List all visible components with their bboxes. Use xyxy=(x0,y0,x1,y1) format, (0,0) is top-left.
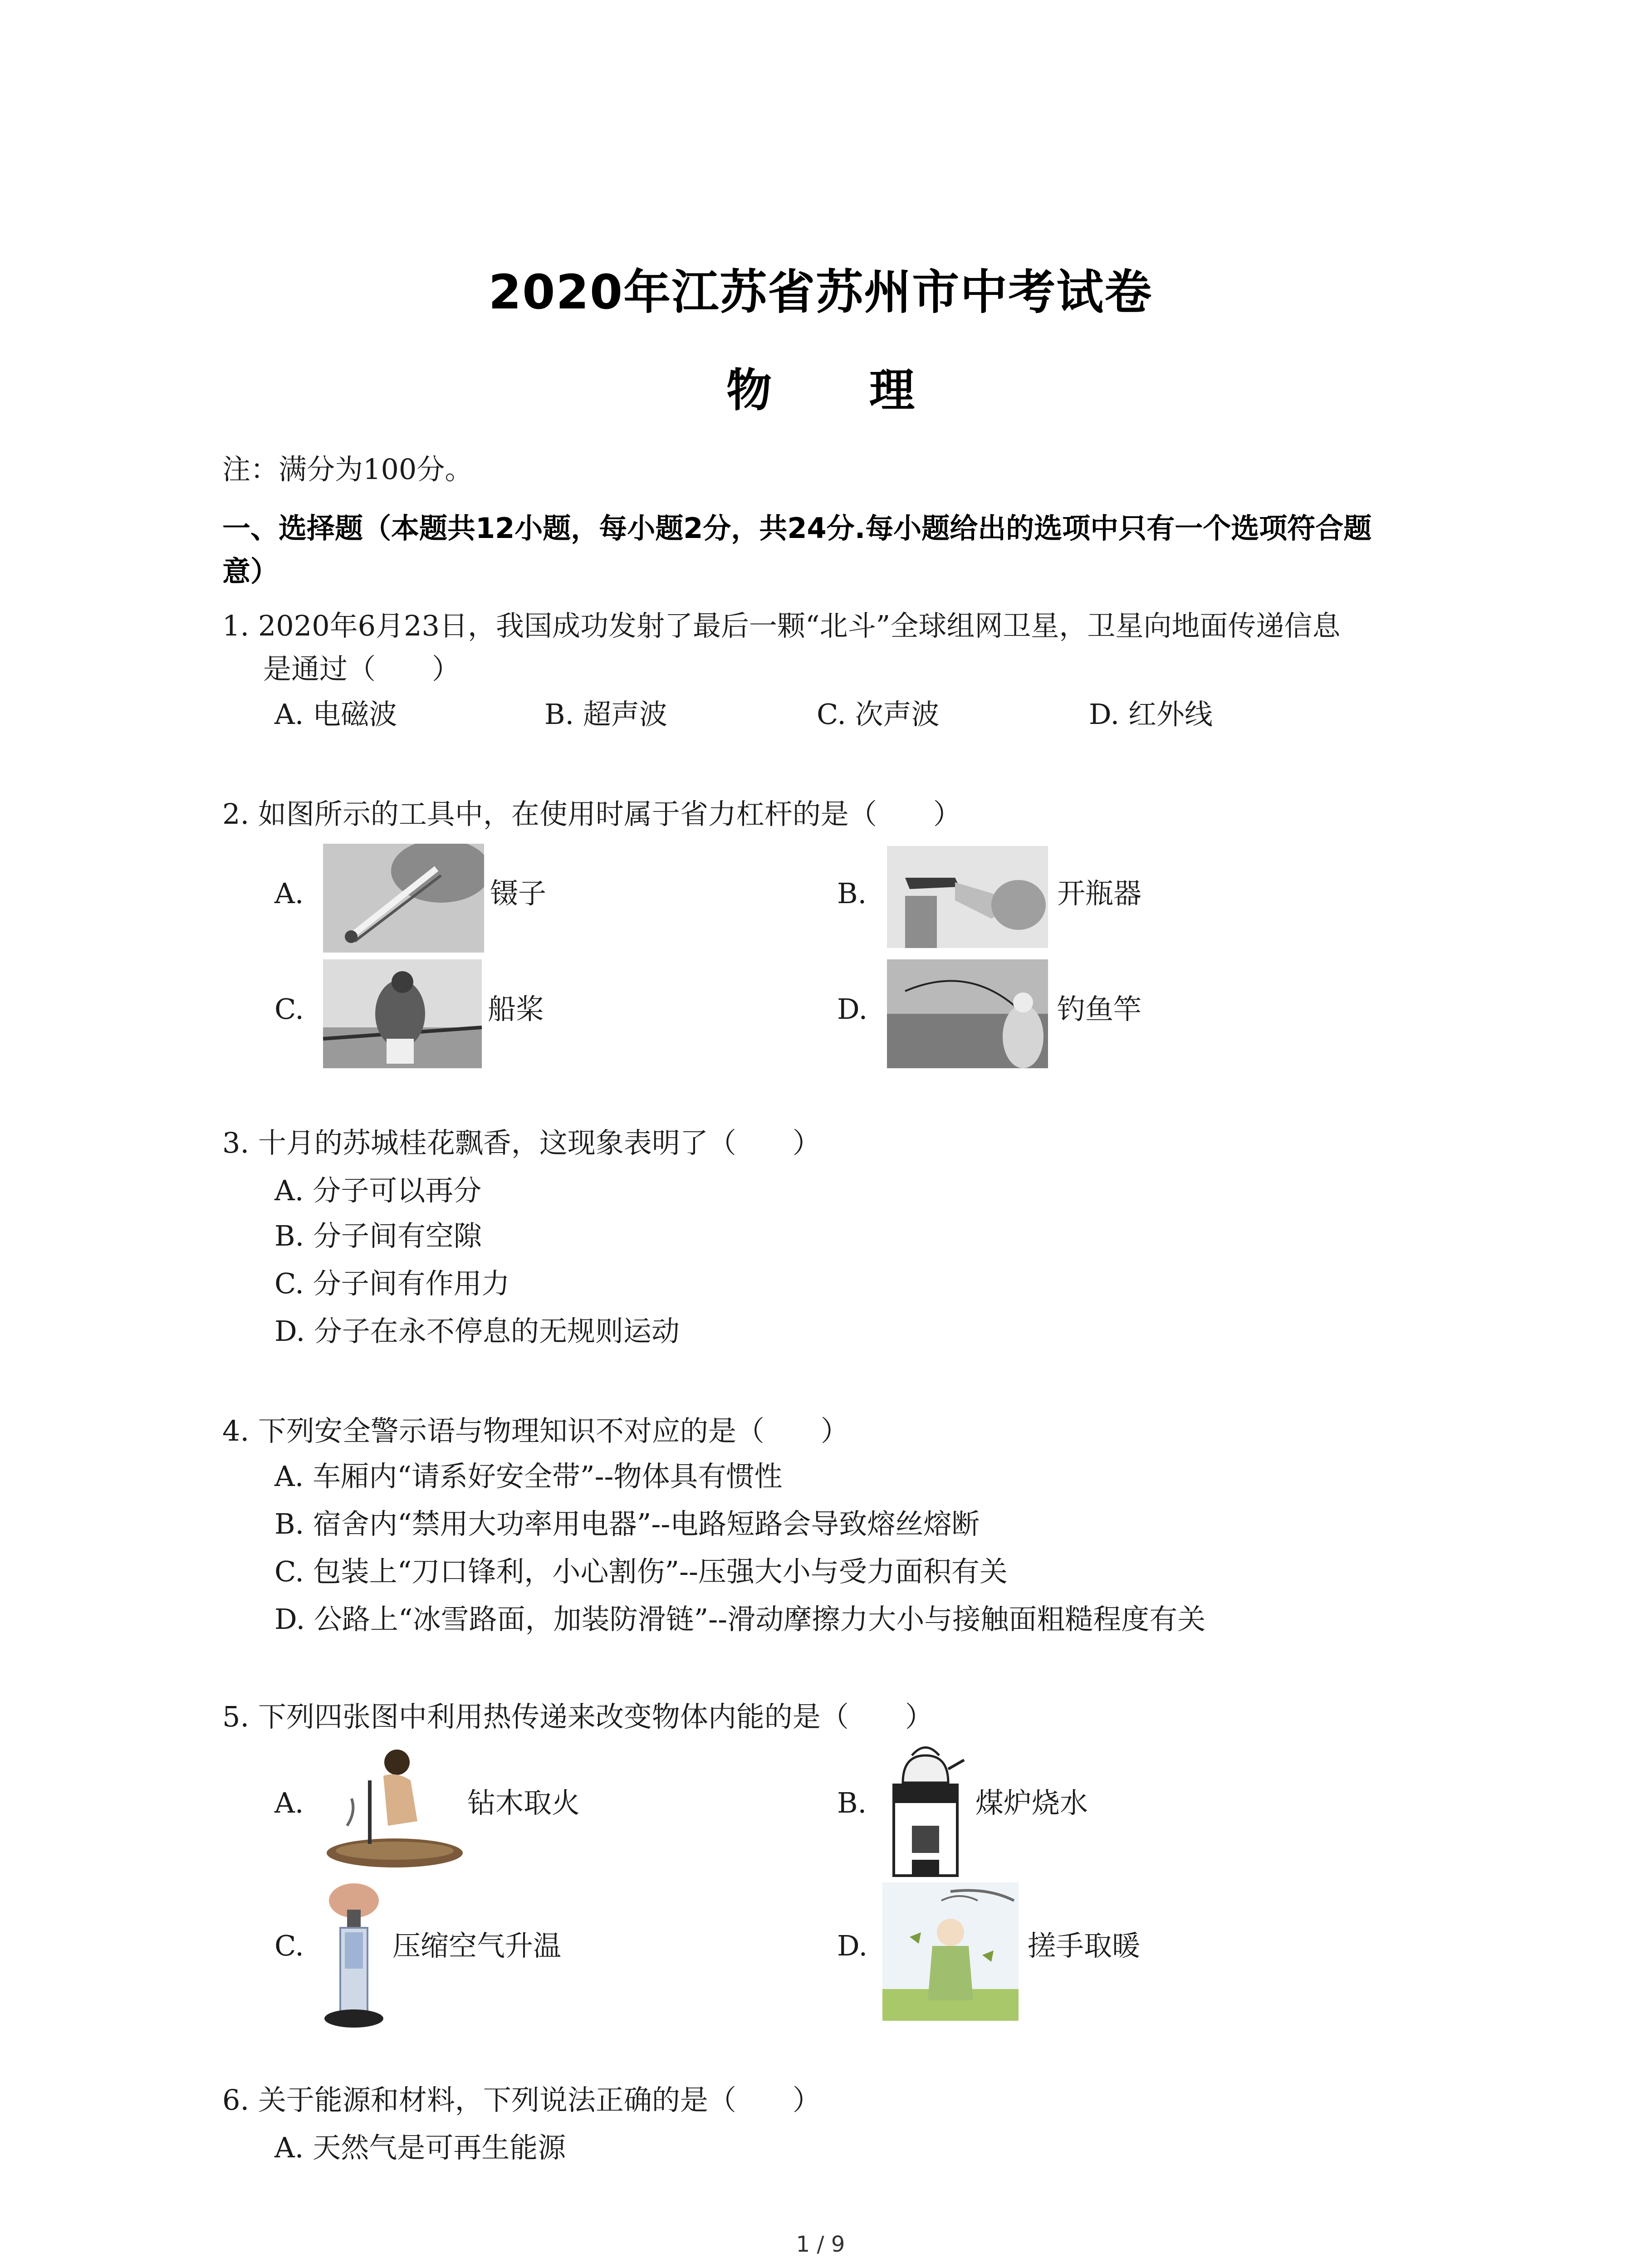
question-3-option-b: B. 分子间有空隙 xyxy=(274,1219,482,1252)
question-6-stem: 6. 关于能源和材料，下列说法正确的是（ ） xyxy=(222,2083,821,2116)
rowing-oar-photo xyxy=(323,959,482,1068)
question-5-letter-c: C. xyxy=(274,1929,304,1962)
rubbing-hands-drawing xyxy=(882,1882,1019,2021)
section-heading-cont: 意） xyxy=(222,555,279,588)
fishing-rod-photo xyxy=(887,959,1048,1068)
question-1-option-b: B. 超声波 xyxy=(544,698,667,731)
bottle-opener-photo xyxy=(887,846,1048,948)
question-2-caption-c: 船桨 xyxy=(488,992,544,1026)
question-5-caption-d: 搓手取暖 xyxy=(1028,1929,1141,1962)
question-4-option-a: A. 车厢内“请系好安全带”--物体具有惯性 xyxy=(274,1460,783,1493)
question-4-stem: 4. 下列安全警示语与物理知识不对应的是（ ） xyxy=(222,1414,849,1447)
question-3-option-d: D. 分子在永不停息的无规则运动 xyxy=(274,1315,680,1348)
question-6-option-a: A. 天然气是可再生能源 xyxy=(274,2131,566,2164)
question-3-option-c: C. 分子间有作用力 xyxy=(274,1267,510,1300)
tweezers-photo xyxy=(323,844,484,953)
question-4-option-c: C. 包装上“刀口锋利，小心割伤”--压强大小与受力面积有关 xyxy=(274,1555,1008,1588)
exam-title: 2020年江苏省苏州市中考试卷 xyxy=(488,264,1153,320)
question-2-caption-b: 开瓶器 xyxy=(1057,877,1142,910)
question-2-letter-d: D. xyxy=(837,992,868,1026)
section-heading: 一、选择题（本题共12小题，每小题2分，共24分.每小题给出的选项中只有一个选项符合题 xyxy=(222,512,1372,545)
question-4-option-d: D. 公路上“冰雪路面，加装防滑链”--滑动摩擦力大小与接触面粗糙程度有关 xyxy=(274,1603,1206,1636)
question-2-letter-a: A. xyxy=(274,877,304,910)
question-5-letter-a: A. xyxy=(274,1786,304,1819)
question-2-stem: 2. 如图所示的工具中，在使用时属于省力杠杆的是（ ） xyxy=(222,797,961,831)
question-5-letter-b: B. xyxy=(837,1786,867,1819)
score-note: 注：满分为100分。 xyxy=(222,453,473,486)
question-2-caption-a: 镊子 xyxy=(490,877,547,910)
page-number: 1 / 9 xyxy=(796,2232,845,2257)
question-5-caption-b: 煤炉烧水 xyxy=(975,1786,1088,1819)
coal-stove-kettle-drawing xyxy=(885,1742,966,1878)
drilling-wood-fire-drawing xyxy=(320,1744,467,1871)
air-compression-tube-photo xyxy=(320,1882,388,2030)
question-1-stem: 1. 2020年6月23日，我国成功发射了最后一颗“北斗”全球组网卫星，卫星向地面传递信息 xyxy=(222,609,1341,642)
question-5-letter-d: D. xyxy=(837,1929,868,1962)
question-4-option-b: B. 宿舍内“禁用大功率用电器”--电路短路会导致熔丝熔断 xyxy=(274,1507,980,1540)
question-1-stem-cont: 是通过（ ） xyxy=(263,652,460,685)
exam-subject: 物 理 xyxy=(726,364,955,417)
question-2-caption-d: 钓鱼竿 xyxy=(1057,992,1142,1026)
question-5-caption-c: 压缩空气升温 xyxy=(392,1929,562,1962)
question-1-option-c: C. 次声波 xyxy=(817,698,940,731)
question-1-option-d: D. 红外线 xyxy=(1089,698,1213,731)
question-5-caption-a: 钻木取火 xyxy=(467,1786,580,1819)
question-2-letter-b: B. xyxy=(837,877,867,910)
question-2-letter-c: C. xyxy=(274,992,304,1026)
question-3-stem: 3. 十月的苏城桂花飘香，这现象表明了（ ） xyxy=(222,1126,821,1159)
question-5-stem: 5. 下列四张图中利用热传递来改变物体内能的是（ ） xyxy=(222,1700,933,1733)
question-1-option-a: A. 电磁波 xyxy=(274,698,397,731)
question-3-option-a: A. 分子可以再分 xyxy=(274,1174,482,1207)
